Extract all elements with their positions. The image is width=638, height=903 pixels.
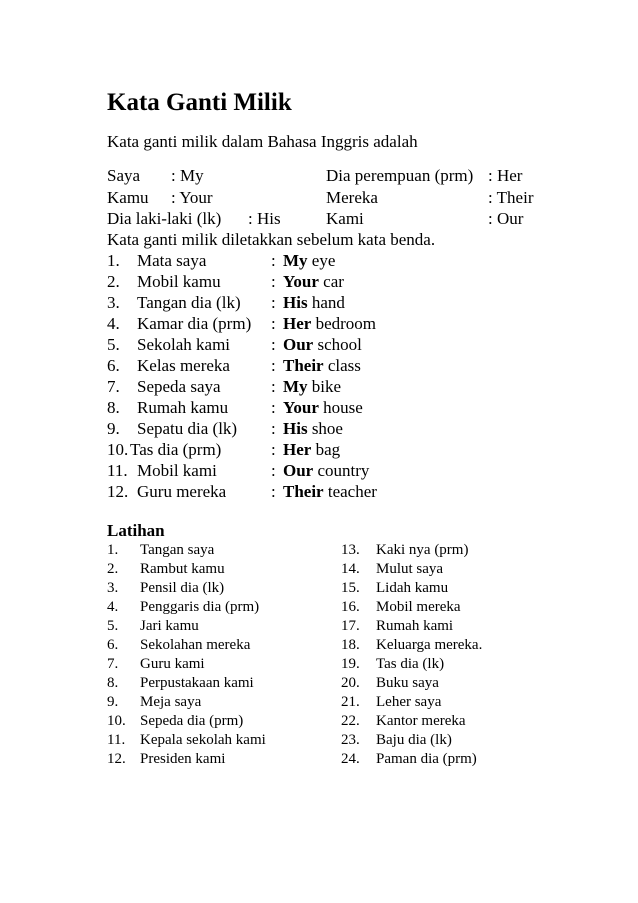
exercise-item: Perpustakaan kami	[140, 675, 254, 691]
example-number: 9.	[107, 419, 120, 438]
exercise-item: Kaki nya (prm)	[376, 542, 469, 558]
exercise-row	[0, 693, 638, 712]
example-pronoun: Her	[283, 314, 312, 333]
exercise-item: Buku saya	[376, 675, 439, 691]
example-phrase: Mata saya	[137, 251, 207, 270]
example-colon: :	[271, 314, 276, 333]
exercise-number: 21.	[341, 694, 360, 710]
example-phrase: Kelas mereka	[137, 356, 230, 375]
example-phrase: Sepatu dia (lk)	[137, 419, 238, 438]
pronoun-left-value: : My	[171, 166, 204, 185]
exercise-row	[0, 636, 638, 655]
example-colon: :	[271, 251, 276, 270]
example-colon: :	[271, 419, 276, 438]
example-phrase: Sepeda saya	[137, 377, 221, 396]
example-noun: teacher	[323, 482, 377, 501]
pronoun-row	[0, 165, 638, 186]
example-colon: :	[271, 293, 276, 312]
exercise-heading: Latihan	[107, 521, 165, 540]
example-phrase: Sekolah kami	[137, 335, 231, 354]
example-number: 3.	[107, 293, 120, 312]
exercise-number: 3.	[107, 580, 119, 596]
example-phrase: Rumah kamu	[137, 398, 229, 417]
example-colon: :	[271, 377, 276, 396]
page-title: Kata Ganti Milik	[107, 89, 292, 116]
example-row	[0, 460, 638, 481]
pronoun-left-subject: Kamu	[107, 188, 149, 207]
pronoun-left-value: : Your	[171, 188, 213, 207]
example-noun: shoe	[307, 419, 343, 438]
exercise-number: 16.	[341, 599, 360, 615]
example-row	[0, 481, 638, 502]
exercise-number: 10.	[107, 713, 126, 729]
example-phrase: Tangan dia (lk)	[137, 293, 241, 312]
exercise-row	[0, 579, 638, 598]
example-phrase: Kamar dia (prm)	[137, 314, 252, 333]
exercise-item: Paman dia (prm)	[376, 751, 477, 767]
exercise-item: Keluarga mereka.	[376, 637, 483, 653]
exercise-item: Lidah kamu	[376, 580, 449, 596]
intro-text: Kata ganti milik dalam Bahasa Inggris adalah	[107, 132, 418, 151]
exercise-row	[0, 541, 638, 560]
example-phrase: Mobil kamu	[137, 272, 221, 291]
example-pronoun: My	[283, 251, 308, 270]
example-row	[0, 355, 638, 376]
example-number: 6.	[107, 356, 120, 375]
exercise-number: 1.	[107, 542, 119, 558]
example-row	[0, 397, 638, 418]
example-phrase: Tas dia (prm)	[130, 440, 222, 459]
exercise-number: 18.	[341, 637, 360, 653]
example-row	[0, 439, 638, 460]
example-colon: :	[271, 398, 276, 417]
exercise-item: Meja saya	[140, 694, 202, 710]
exercise-item: Sepeda dia (prm)	[140, 713, 244, 729]
exercise-number: 6.	[107, 637, 119, 653]
pronoun-row	[0, 187, 638, 208]
example-row	[0, 313, 638, 334]
exercise-item: Mulut saya	[376, 561, 444, 577]
pronoun-left-subject: Dia laki-laki (lk)	[107, 209, 222, 228]
example-pronoun: My	[283, 377, 308, 396]
exercise-item: Rumah kami	[376, 618, 454, 634]
exercise-item: Pensil dia (lk)	[140, 580, 225, 596]
exercise-item: Rambut kamu	[140, 561, 225, 577]
example-noun: eye	[307, 251, 336, 270]
exercise-number: 23.	[341, 732, 360, 748]
exercise-item: Sekolahan mereka	[140, 637, 251, 653]
example-noun: bedroom	[311, 314, 377, 333]
example-noun: country	[313, 461, 370, 480]
example-noun: hand	[307, 293, 345, 312]
exercise-item: Mobil mereka	[376, 599, 461, 615]
example-number: 7.	[107, 377, 120, 396]
exercise-item: Kantor mereka	[376, 713, 466, 729]
example-phrase: Guru mereka	[137, 482, 227, 501]
example-noun: bag	[311, 440, 341, 459]
example-colon: :	[271, 440, 276, 459]
exercise-item: Kepala sekolah kami	[140, 732, 266, 748]
example-pronoun: His	[283, 293, 308, 312]
example-pronoun: Your	[283, 272, 319, 291]
exercise-number: 11.	[107, 732, 126, 748]
exercise-row	[0, 750, 638, 769]
example-number: 8.	[107, 398, 120, 417]
pronoun-right-value: : Our	[488, 209, 524, 228]
note-text: Kata ganti milik diletakkan sebelum kata benda.	[107, 230, 436, 249]
example-number: 5.	[107, 335, 120, 354]
example-number: 4.	[107, 314, 120, 333]
example-pronoun: Our	[283, 461, 314, 480]
example-number: 1.	[107, 251, 120, 270]
example-row	[0, 418, 638, 439]
exercise-item: Baju dia (lk)	[376, 732, 452, 748]
pronoun-right-subject: Kami	[326, 209, 364, 228]
example-number: 12.	[107, 482, 129, 501]
exercise-item: Leher saya	[376, 694, 442, 710]
example-phrase: Mobil kami	[137, 461, 217, 480]
example-pronoun: Her	[283, 440, 312, 459]
example-row	[0, 271, 638, 292]
exercise-row	[0, 655, 638, 674]
exercise-number: 12.	[107, 751, 126, 767]
pronoun-right-subject: Mereka	[326, 188, 378, 207]
exercise-item: Jari kamu	[140, 618, 199, 634]
pronoun-right-subject: Dia perempuan (prm)	[326, 166, 474, 185]
example-number: 2.	[107, 272, 120, 291]
exercise-row	[0, 712, 638, 731]
exercise-row	[0, 674, 638, 693]
example-pronoun: Their	[283, 356, 324, 375]
exercise-row	[0, 731, 638, 750]
exercise-row	[0, 560, 638, 579]
exercise-item: Tangan saya	[140, 542, 215, 558]
example-noun: school	[313, 335, 362, 354]
pronoun-left-subject: Saya	[107, 166, 141, 185]
example-pronoun: His	[283, 419, 308, 438]
exercise-number: 19.	[341, 656, 360, 672]
exercise-number: 13.	[341, 542, 360, 558]
exercise-row	[0, 617, 638, 636]
exercise-number: 14.	[341, 561, 360, 577]
exercise-item: Penggaris dia (prm)	[140, 599, 260, 615]
exercise-number: 7.	[107, 656, 119, 672]
exercise-number: 8.	[107, 675, 119, 691]
example-number: 10.	[107, 440, 129, 459]
example-colon: :	[271, 461, 276, 480]
example-colon: :	[271, 335, 276, 354]
example-pronoun: Their	[283, 482, 324, 501]
exercise-number: 9.	[107, 694, 119, 710]
exercise-number: 2.	[107, 561, 119, 577]
example-noun: house	[318, 398, 363, 417]
exercise-number: 5.	[107, 618, 119, 634]
example-noun: bike	[307, 377, 342, 396]
pronoun-row	[0, 208, 638, 229]
exercise-number: 4.	[107, 599, 119, 615]
example-colon: :	[271, 272, 276, 291]
pronoun-right-value: : Their	[488, 188, 534, 207]
example-number: 11.	[107, 461, 128, 480]
exercise-number: 22.	[341, 713, 360, 729]
exercise-item: Guru kami	[140, 656, 205, 672]
example-pronoun: Your	[283, 398, 319, 417]
example-colon: :	[271, 356, 276, 375]
exercise-item: Presiden kami	[140, 751, 226, 767]
exercise-number: 24.	[341, 751, 360, 767]
example-row	[0, 376, 638, 397]
exercise-item: Tas dia (lk)	[376, 656, 445, 672]
exercise-row	[0, 598, 638, 617]
example-noun: car	[318, 272, 344, 291]
example-row	[0, 334, 638, 355]
example-row	[0, 250, 638, 271]
exercise-number: 20.	[341, 675, 360, 691]
pronoun-right-value: : Her	[488, 166, 523, 185]
exercise-number: 17.	[341, 618, 360, 634]
example-noun: class	[323, 356, 361, 375]
example-pronoun: Our	[283, 335, 314, 354]
pronoun-left-value: : His	[248, 209, 281, 228]
example-colon: :	[271, 482, 276, 501]
example-row	[0, 292, 638, 313]
exercise-number: 15.	[341, 580, 360, 596]
